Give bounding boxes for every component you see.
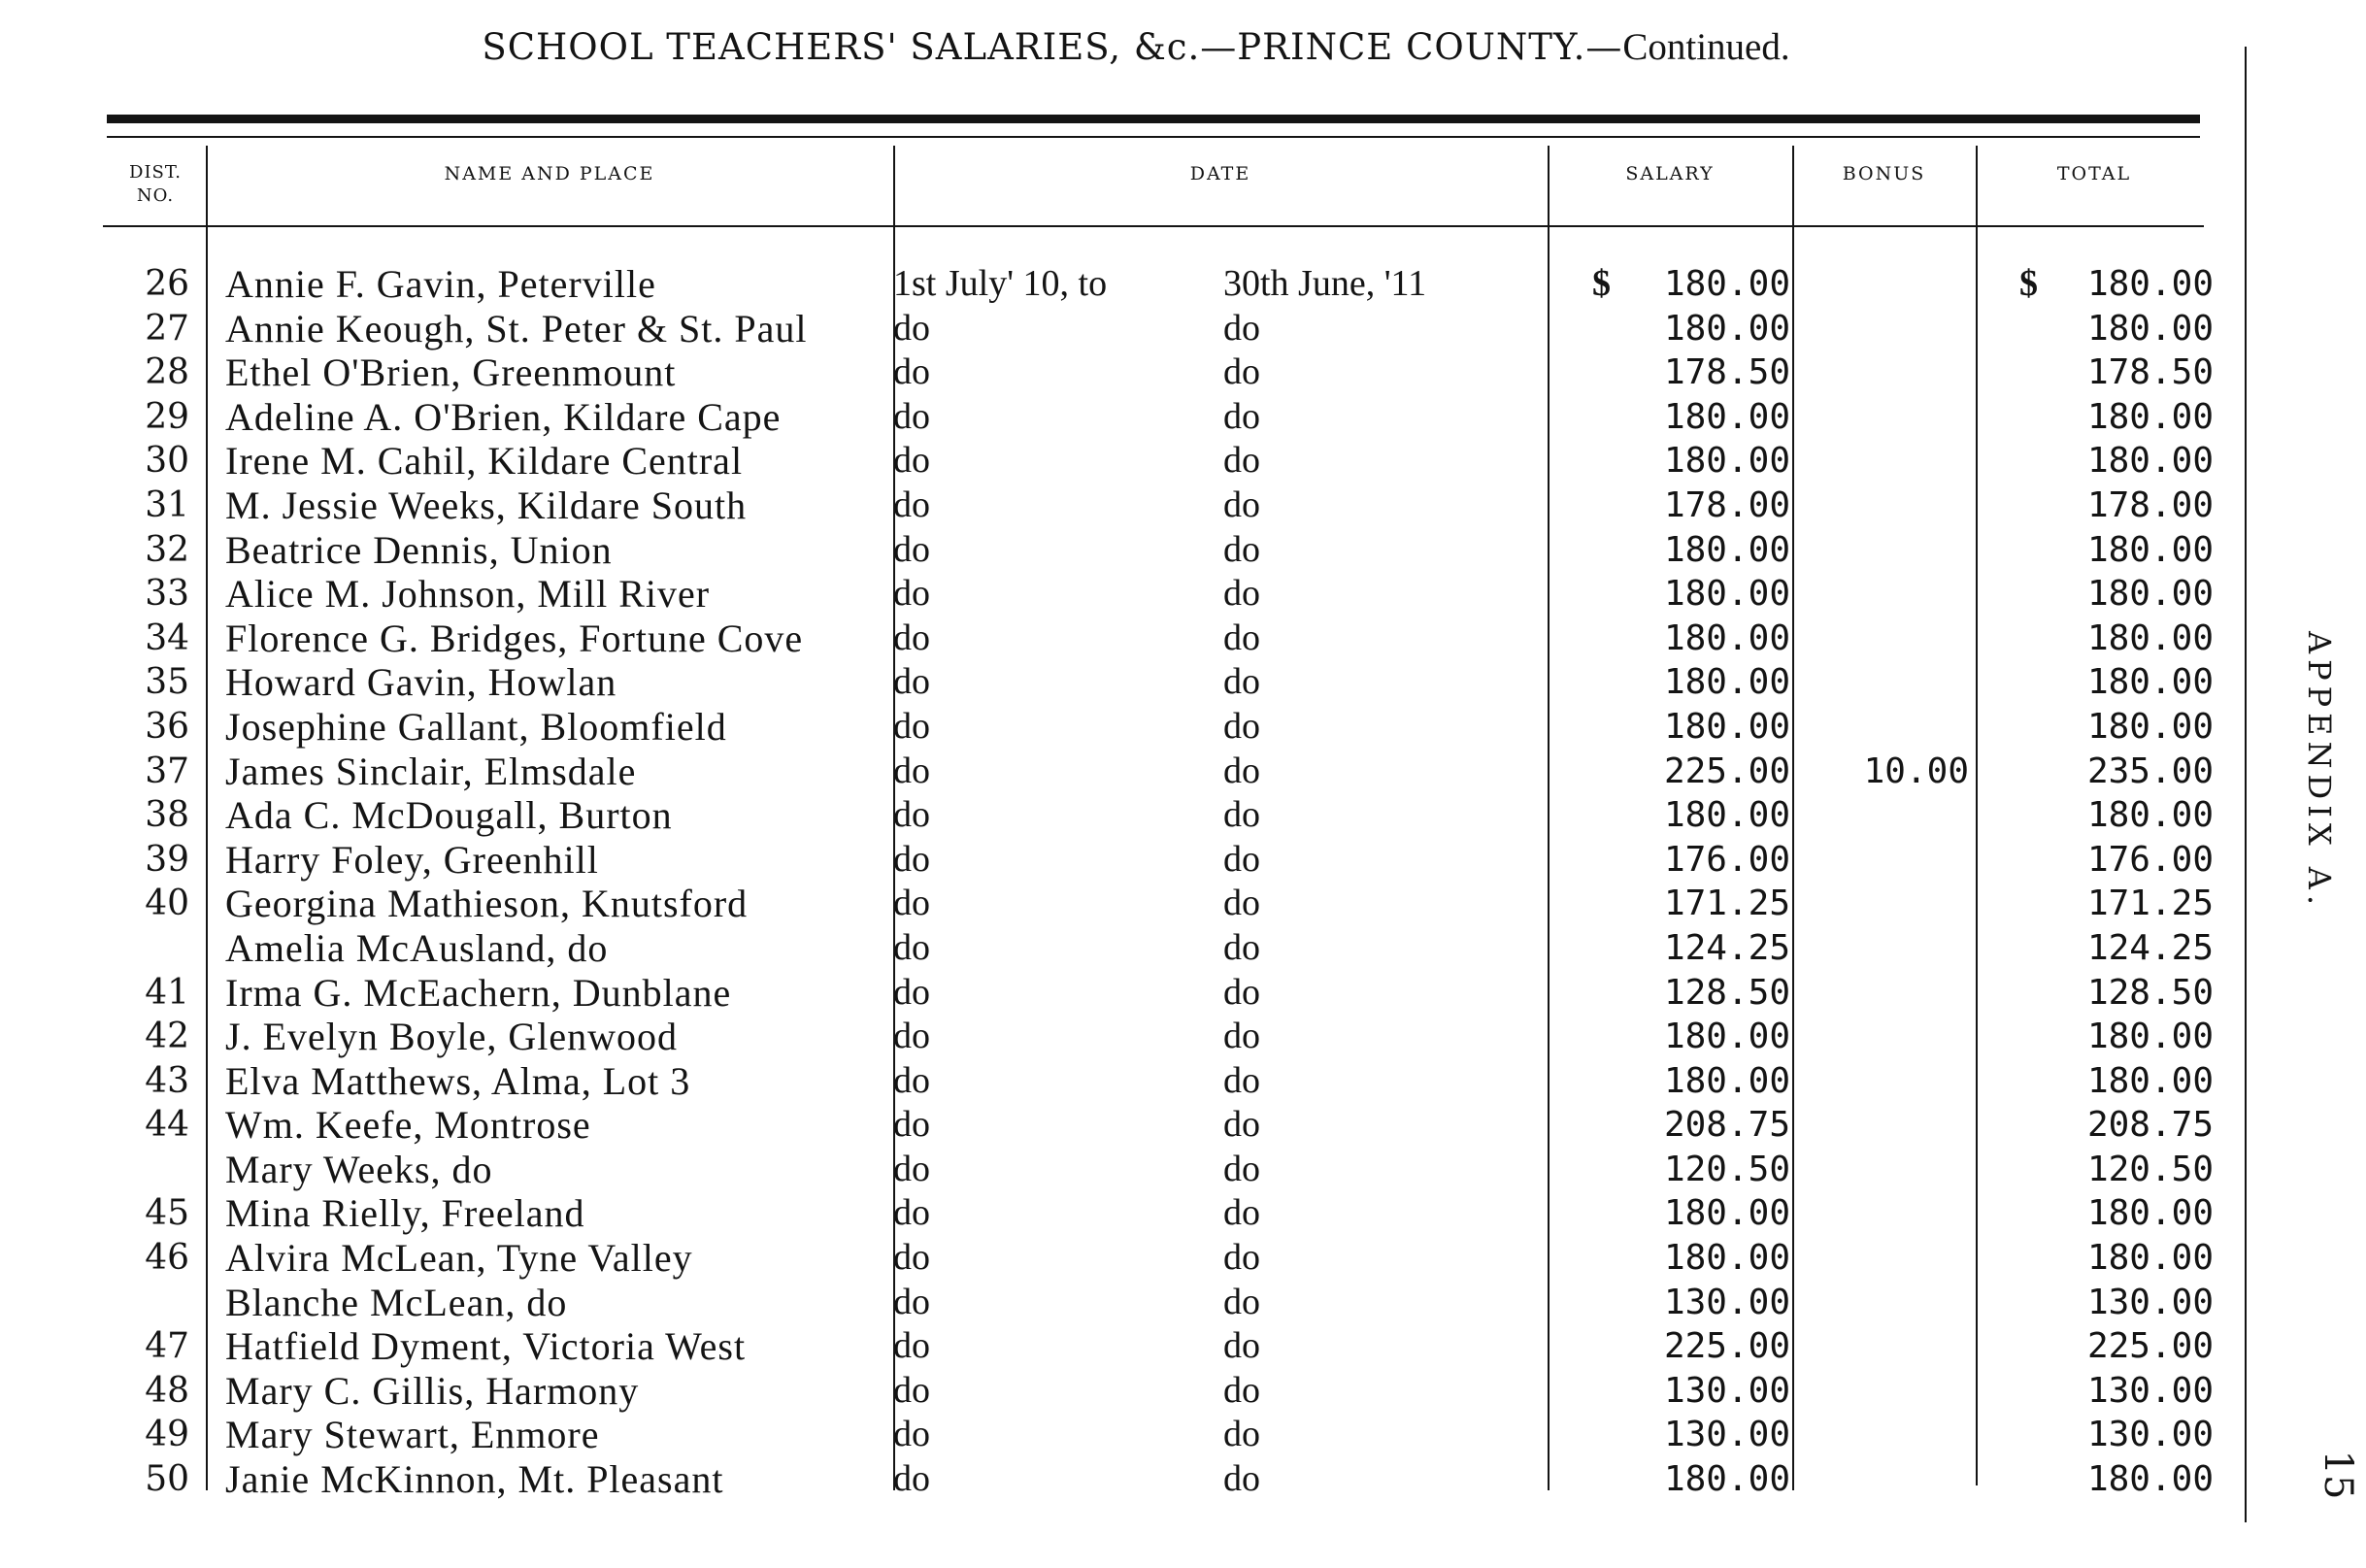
salary-cell: 130.00	[1663, 1415, 1790, 1455]
header-dist-no	[107, 161, 204, 208]
dist-no-cell: 50	[145, 1459, 189, 1500]
name-place-cell: Ethel O'Brien, Greenmount	[225, 350, 677, 395]
date-to-cell: do	[1223, 1325, 1260, 1367]
name-place-cell: Mary Stewart, Enmore	[225, 1413, 600, 1457]
total-cell: 225.00	[2086, 1326, 2214, 1367]
dist-no-cell: 29	[145, 396, 189, 437]
date-from-cell: do	[893, 484, 930, 525]
date-to-cell: do	[1223, 1414, 1260, 1455]
table-row	[0, 1059, 2366, 1104]
salary-cell: 180.00	[1663, 264, 1790, 304]
name-place-cell: Adeline A. O'Brien, Kildare Cape	[225, 394, 782, 439]
date-to-cell: do	[1223, 1016, 1260, 1057]
page-title-continued: Continued.	[1622, 26, 1790, 68]
date-from-cell: do	[893, 528, 930, 570]
salary-cell: 180.00	[1663, 617, 1790, 658]
table-row	[0, 750, 2366, 794]
salary-cell: 180.00	[1663, 662, 1790, 703]
header-rule-thin	[107, 136, 2200, 138]
date-from-cell: do	[893, 705, 930, 747]
name-place-cell: Howard Gavin, Howlan	[225, 660, 617, 705]
table-row	[0, 705, 2366, 750]
salary-currency-symbol: $	[1592, 263, 1611, 304]
table-row	[0, 971, 2366, 1016]
salary-cell: 180.00	[1663, 1017, 1790, 1057]
dist-no-cell: 35	[145, 662, 189, 703]
total-cell: 208.75	[2086, 1105, 2214, 1146]
name-place-cell: Amelia McAusland, do	[225, 925, 609, 970]
table-row	[0, 660, 2366, 705]
salary-cell: 120.50	[1663, 1149, 1790, 1189]
salary-cell: 124.25	[1663, 927, 1790, 968]
date-from-cell: 1st July' 10, to	[893, 263, 1108, 304]
salary-cell: 180.00	[1663, 308, 1790, 349]
date-to-cell: do	[1223, 971, 1260, 1013]
table-row	[0, 1103, 2366, 1148]
page-title-main: SCHOOL TEACHERS' SALARIES, &c.—PRINCE COUNTY.—	[482, 26, 1623, 68]
table-row	[0, 1015, 2366, 1059]
name-place-cell: Annie Keough, St. Peter & St. Paul	[225, 306, 808, 350]
date-from-cell: do	[893, 926, 930, 968]
date-to-cell: do	[1223, 1104, 1260, 1146]
date-to-cell: do	[1223, 750, 1260, 791]
date-from-cell: do	[893, 1148, 930, 1189]
name-place-cell: Mary C. Gillis, Harmony	[225, 1368, 640, 1413]
date-to-cell: do	[1223, 573, 1260, 615]
date-from-cell: do	[893, 1104, 930, 1146]
dist-no-cell: 46	[145, 1238, 189, 1279]
dist-no-cell: 47	[145, 1326, 189, 1367]
date-from-cell: do	[893, 395, 930, 437]
dist-no-cell: 36	[145, 706, 189, 747]
salary-cell: 128.50	[1663, 972, 1790, 1013]
date-from-cell: do	[893, 1281, 930, 1322]
salary-cell: 180.00	[1663, 396, 1790, 437]
salary-cell: 180.00	[1663, 1459, 1790, 1500]
salary-cell: 180.00	[1663, 1238, 1790, 1279]
date-from-cell: do	[893, 1059, 930, 1101]
name-place-cell: Florence G. Bridges, Fortune Cove	[225, 616, 804, 660]
name-place-cell: Harry Foley, Greenhill	[225, 837, 599, 882]
table-row	[0, 1413, 2366, 1457]
date-from-cell: do	[893, 1458, 930, 1500]
salary-table-body	[0, 262, 2366, 1502]
header-bottom-rule	[103, 225, 2204, 227]
date-to-cell: 30th June, '11	[1223, 263, 1427, 304]
date-to-cell: do	[1223, 1148, 1260, 1189]
table-row	[0, 439, 2366, 484]
date-from-cell: do	[893, 1369, 930, 1411]
salary-cell: 178.50	[1663, 352, 1790, 393]
dist-no-cell: 40	[145, 884, 189, 924]
header-date: DATE	[1189, 163, 1251, 184]
table-row	[0, 1236, 2366, 1281]
name-place-cell: Alice M. Johnson, Mill River	[225, 572, 711, 617]
name-place-cell: Ada C. McDougall, Burton	[225, 793, 673, 838]
total-cell: 180.00	[2086, 1017, 2214, 1057]
total-cell: 124.25	[2086, 927, 2214, 968]
dist-no-cell: 32	[145, 529, 189, 570]
date-to-cell: do	[1223, 883, 1260, 924]
date-from-cell: do	[893, 617, 930, 658]
dist-no-cell: 37	[145, 751, 189, 791]
salary-cell: 180.00	[1663, 795, 1790, 836]
date-from-cell: do	[893, 1237, 930, 1279]
name-place-cell: Irma G. McEachern, Dunblane	[225, 970, 732, 1015]
total-cell: 120.50	[2086, 1149, 2214, 1189]
date-to-cell: do	[1223, 617, 1260, 658]
date-to-cell: do	[1223, 528, 1260, 570]
name-place-cell: Irene M. Cahil, Kildare Central	[225, 439, 744, 484]
name-place-cell: Georgina Mathieson, Knutsford	[225, 882, 749, 926]
total-cell: 180.00	[2086, 795, 2214, 836]
salary-cell: 180.00	[1663, 574, 1790, 615]
dist-no-cell: 30	[145, 441, 189, 482]
date-from-cell: do	[893, 838, 930, 880]
total-cell: 180.00	[2086, 662, 2214, 703]
name-place-cell: Janie McKinnon, Mt. Pleasant	[225, 1457, 724, 1502]
salary-cell: 208.75	[1663, 1105, 1790, 1146]
date-from-cell: do	[893, 750, 930, 791]
date-from-cell: do	[893, 794, 930, 836]
date-to-cell: do	[1223, 351, 1260, 393]
dist-no-cell: 33	[145, 574, 189, 615]
table-row	[0, 1281, 2366, 1325]
date-to-cell: do	[1223, 1458, 1260, 1500]
table-row	[0, 1457, 2366, 1502]
date-to-cell: do	[1223, 484, 1260, 525]
total-cell: 178.50	[2086, 352, 2214, 393]
total-cell: 180.00	[2086, 396, 2214, 437]
table-row	[0, 350, 2366, 395]
table-row	[0, 572, 2366, 617]
salary-cell: 225.00	[1663, 1326, 1790, 1367]
dist-no-cell: 31	[145, 484, 189, 525]
total-cell: 180.00	[2086, 1238, 2214, 1279]
dist-no-cell: 44	[145, 1105, 189, 1146]
name-place-cell: Alvira McLean, Tyne Valley	[225, 1236, 693, 1281]
date-from-cell: do	[893, 1192, 930, 1234]
total-cell: 180.00	[2086, 1193, 2214, 1234]
name-place-cell: J. Evelyn Boyle, Glenwood	[225, 1015, 679, 1059]
dist-no-cell: 43	[145, 1060, 189, 1101]
name-place-cell: Josephine Gallant, Bloomfield	[225, 704, 727, 749]
date-to-cell: do	[1223, 661, 1260, 703]
total-cell: 180.00	[2086, 529, 2214, 570]
total-cell: 180.00	[2086, 1459, 2214, 1500]
name-place-cell: Elva Matthews, Alma, Lot 3	[225, 1058, 691, 1103]
dist-no-cell: 26	[145, 264, 189, 304]
table-row	[0, 1324, 2366, 1369]
date-from-cell: do	[893, 1016, 930, 1057]
table-row	[0, 882, 2366, 926]
total-cell: 235.00	[2086, 751, 2214, 791]
date-to-cell: do	[1223, 1369, 1260, 1411]
total-cell: 130.00	[2086, 1415, 2214, 1455]
salary-cell: 171.25	[1663, 884, 1790, 924]
date-from-cell: do	[893, 307, 930, 349]
date-from-cell: do	[893, 661, 930, 703]
date-to-cell: do	[1223, 1059, 1260, 1101]
total-currency-symbol: $	[2019, 263, 2038, 304]
table-row	[0, 1148, 2366, 1192]
salary-cell: 180.00	[1663, 441, 1790, 482]
name-place-cell: James Sinclair, Elmsdale	[225, 749, 637, 793]
date-from-cell: do	[893, 971, 930, 1013]
name-place-cell: Mina Rielly, Freeland	[225, 1191, 585, 1236]
header-name-place: NAME AND PLACE	[444, 163, 655, 184]
page-number: 15	[2316, 1450, 2360, 1500]
date-to-cell: do	[1223, 1192, 1260, 1234]
dist-no-cell: 49	[145, 1415, 189, 1455]
date-to-cell: do	[1223, 307, 1260, 349]
name-place-cell: Annie F. Gavin, Peterville	[225, 262, 656, 306]
date-to-cell: do	[1223, 440, 1260, 482]
salary-cell: 130.00	[1663, 1370, 1790, 1411]
appendix-side-label: APPENDIX A.	[2301, 631, 2338, 912]
name-place-cell: Beatrice Dennis, Union	[225, 527, 613, 572]
table-row	[0, 617, 2366, 661]
dist-no-cell: 42	[145, 1017, 189, 1057]
name-place-cell: Blanche McLean, do	[225, 1280, 568, 1324]
dist-no-cell: 27	[145, 308, 189, 349]
total-cell: 180.00	[2086, 308, 2214, 349]
salary-cell: 176.00	[1663, 839, 1790, 880]
table-row	[0, 307, 2366, 351]
bonus-cell: 10.00	[1863, 751, 1969, 791]
dist-no-cell: 45	[145, 1193, 189, 1234]
header-salary: SALARY	[1625, 163, 1715, 184]
date-from-cell: do	[893, 351, 930, 393]
salary-cell: 130.00	[1663, 1282, 1790, 1322]
date-to-cell: do	[1223, 794, 1260, 836]
total-cell: 180.00	[2086, 1060, 2214, 1101]
dist-no-cell: 48	[145, 1370, 189, 1411]
date-from-cell: do	[893, 440, 930, 482]
date-to-cell: do	[1223, 1237, 1260, 1279]
total-cell: 176.00	[2086, 839, 2214, 880]
total-cell: 128.50	[2086, 972, 2214, 1013]
date-to-cell: do	[1223, 926, 1260, 968]
date-to-cell: do	[1223, 1281, 1260, 1322]
total-cell: 171.25	[2086, 884, 2214, 924]
total-cell: 178.00	[2086, 484, 2214, 525]
total-cell: 180.00	[2086, 617, 2214, 658]
total-cell: 130.00	[2086, 1282, 2214, 1322]
date-from-cell: do	[893, 1414, 930, 1455]
salary-cell: 180.00	[1663, 706, 1790, 747]
dist-no-cell: 41	[145, 972, 189, 1013]
salary-cell: 178.00	[1663, 484, 1790, 525]
salary-cell: 180.00	[1663, 529, 1790, 570]
name-place-cell: Hatfield Dyment, Victoria West	[225, 1324, 747, 1369]
table-row	[0, 484, 2366, 528]
table-row	[0, 838, 2366, 883]
table-row	[0, 528, 2366, 573]
date-from-cell: do	[893, 883, 930, 924]
name-place-cell: Wm. Keefe, Montrose	[225, 1103, 591, 1148]
table-row	[0, 262, 2366, 307]
date-to-cell: do	[1223, 705, 1260, 747]
page-title	[97, 25, 2175, 69]
total-cell: 180.00	[2086, 574, 2214, 615]
name-place-cell: Mary Weeks, do	[225, 1147, 493, 1191]
table-row	[0, 793, 2366, 838]
date-from-cell: do	[893, 573, 930, 615]
table-row	[0, 1191, 2366, 1236]
date-from-cell: do	[893, 1325, 930, 1367]
total-cell: 180.00	[2086, 264, 2214, 304]
header-rule-thick	[107, 115, 2200, 123]
date-to-cell: do	[1223, 838, 1260, 880]
header-dist-line1: DIST.	[129, 162, 182, 183]
date-to-cell: do	[1223, 395, 1260, 437]
total-cell: 180.00	[2086, 706, 2214, 747]
salary-cell: 225.00	[1663, 751, 1790, 791]
name-place-cell: M. Jessie Weeks, Kildare South	[225, 483, 748, 527]
dist-no-cell: 39	[145, 839, 189, 880]
dist-no-cell: 28	[145, 352, 189, 393]
dist-no-cell: 38	[145, 795, 189, 836]
salary-cell: 180.00	[1663, 1193, 1790, 1234]
header-bonus: BONUS	[1842, 163, 1926, 184]
header-dist-line2: NO.	[136, 185, 175, 206]
dist-no-cell: 34	[145, 617, 189, 658]
total-cell: 130.00	[2086, 1370, 2214, 1411]
total-cell: 180.00	[2086, 441, 2214, 482]
salary-cell: 180.00	[1663, 1060, 1790, 1101]
table-row	[0, 926, 2366, 971]
table-row	[0, 1369, 2366, 1414]
header-total: TOTAL	[2056, 163, 2132, 184]
table-row	[0, 395, 2366, 440]
